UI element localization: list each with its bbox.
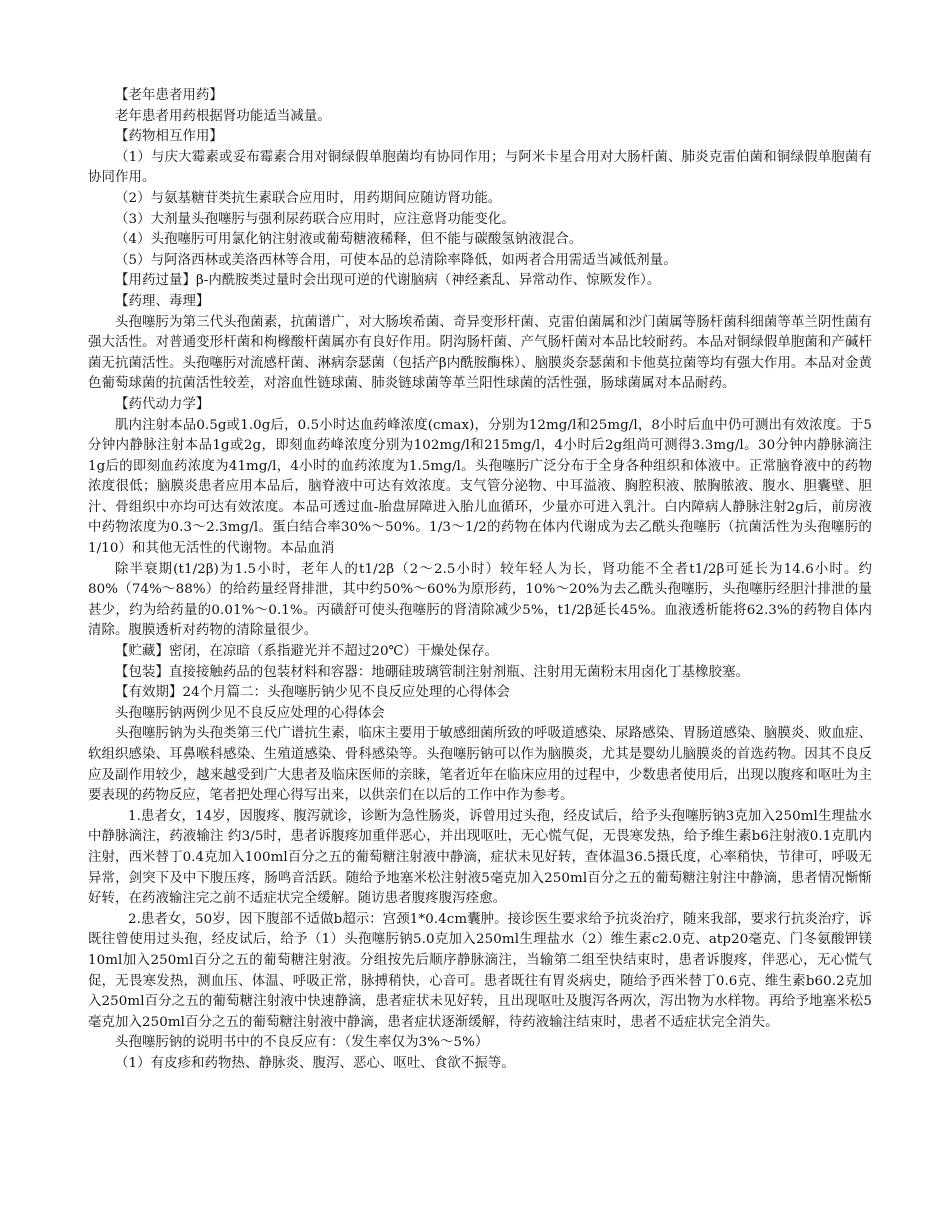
paragraph: （4）头孢噻肟可用氯化钠注射液或葡萄糖液稀释，但不能与碳酸氢钠液混合。 bbox=[115, 232, 583, 248]
paragraph: 【贮藏】密闭，在凉暗（系指避光并不超过20℃）干燥处保存。 bbox=[115, 644, 499, 660]
paragraph: 【药理、毒理】 bbox=[115, 293, 210, 309]
paragraph: 除半衰期(t1/2β)为1.5小时，老年人的t1/2β（2～2.5小时）较年轻人为长，肾功能不全者t1/2β可延长为14.6小时。约80%（74%～88%）的给药量经肾排泄，其中约50%～60%为原形药，10%～20%为去乙酰头孢噻肟，头孢噻肟经胆汁排泄的量甚少，约为给药量的0.01%～0.1%。丙磺舒可使头孢噻肟的肾清除减少5%，t1/2β延长45%。血液透析能将62.3%的药物自体内清除。腹膜透析对药物的清除量很少。 bbox=[88, 561, 872, 639]
paragraph: 【药物相互作用】 bbox=[115, 129, 223, 145]
paragraph: 【有效期】24个月篇二：头孢噻肟钠少见不良反应处理的心得体会 bbox=[115, 685, 510, 701]
paragraph: 1.患者女，14岁，因腹疼、腹泻就诊，诊断为急性肠炎，诉曾用过头孢，经皮试后，给予头孢噻肟钠3克加入250ml生理盐水中静脉滴注，药液输注 约3/5时，患者诉腹疼加重伴恶心，并出现呕吐，无心慌气促，无畏寒发热，给予维生素b6注射液0.1克肌内注射，西米替丁0.4克加入100ml百分之五的葡萄糖注射液中静滴，症状未见好转，查体温36.5摄氏度，心率稍快，节律可，呼吸无异常，剑突下及中下腹压疼，肠鸣音活跃。随给予地塞米松注射液5毫克加入250ml百分之五的葡萄糖注射注中静滴，患者情况惭惭好转，在药液输注完之前不适症状完全缓解。随访患者腹疼腹泻痊愈。 bbox=[88, 808, 872, 907]
paragraph: （2）与氨基糖苷类抗生素联合应用时，用药期间应随访肾功能。 bbox=[115, 190, 502, 206]
paragraph: 【老年患者用药】 bbox=[115, 88, 223, 103]
document-page bbox=[88, 86, 872, 1075]
paragraph: 肌内注射本品0.5g或1.0g后，0.5小时达血药峰浓度(cmax)，分别为12mg/l和25mg/l，8小时后血中仍可测出有效浓度。于5分钟内静脉注射本品1g或2g，即刻血药峰浓度分别为102mg/l和215mg/l，4小时后2g组尚可测得3.3mg/l。30分钟内静脉滴注1g后的即刻血药浓度为41mg/l，4小时的血药浓度为1.5mg/l。头孢噻肟广泛分布于全身各种组织和体液中。正常脑脊液中的药物浓度很低；脑膜炎患者应用本品后，脑脊液中可达有效浓度。支气管分泌物、中耳溢液、胸腔积液、脓胸脓液、腹水、胆囊壁、胆汁、骨组织中亦均可达有效浓度。本品可透过血-胎盘屏障进入胎儿血循环，少量亦可进入乳汁。白内障病人静脉注射2g后，前房液中药物浓度为0.3～2.3mg/l。蛋白结合率30%～50%。1/3～1/2的药物在体内代谢成为去乙酰头孢噻肟（抗菌活性为头孢噻肟的1/10）和其他无活性的代谢物。本品血消 bbox=[88, 417, 872, 557]
paragraph: 2.患者女，50岁，因下腹部不适做b超示：宫颈1*0.4cm囊肿。接诊医生要求给予抗炎治疗，随来我部，要求行抗炎治疗，诉既往曾使用过头孢，经皮试后，给予（1）头孢噻肟钠5.0克加入250ml生理盐水（2）维生素c2.0克、atp20毫克、门冬氨酸钾镁10ml加入250ml百分之五的葡萄糖注射液。分组按先后顺序静脉滴注，当输第二组至快结束时，患者诉腹疼，伴恶心，无心慌气促，无畏寒发热，测血压、体温、呼吸正常，脉搏稍快，心音可。患者既往有胃炎病史，随给予西米替丁0.6克、维生素b60.2克加入250ml百分之五的葡萄糖注射液中快速静滴，患者症状未见好转，且出现呕吐及腹泻各两次，泻出物为水样物。再给予地塞米松5毫克加入250ml百分之五的葡萄糖注射液中静滴，患者症状逐渐缓解，待药液输注结束时，患者不适症状完全消失。 bbox=[88, 911, 872, 1030]
paragraph: （1）与庆大霉素或妥布霉素合用对铜绿假单胞菌均有协同作用；与阿米卡星合用对大肠杆菌、肺炎克雷伯菌和铜绿假单胞菌有协同作用。 bbox=[88, 149, 872, 186]
paragraph: 【用药过量】β-内酰胺类过量时会出现可逆的代谢脑病（神经紊乱、异常动作、惊厥发作）。 bbox=[115, 273, 661, 289]
paragraph: 头孢噻肟为第三代头孢菌素，抗菌谱广，对大肠埃希菌、奇异变形杆菌、克雷伯菌属和沙门菌属等肠杆菌科细菌等革兰阴性菌有强大活性。对普通变形杆菌和枸橼酸杆菌属亦有良好作用。阴沟肠杆菌、产气肠杆菌对本品比较耐药。本品对铜绿假单胞菌和产碱杆菌无抗菌活性。头孢噻肟对流感杆菌、淋病奈瑟菌（包括产β内酰胺酶株）、脑膜炎奈瑟菌和卡他莫拉菌等均有强大作用。本品对金黄色葡萄球菌的抗菌活性较差，对溶血性链球菌、肺炎链球菌等革兰阳性球菌的活性强，肠球菌属对本品耐药。 bbox=[88, 314, 872, 392]
paragraph: （3）大剂量头孢噻肟与强利尿药联合应用时，应注意肾功能变化。 bbox=[115, 211, 515, 227]
paragraph: 【包装】直接接触药品的包装材料和容器：地硼硅玻璃管制注射剂瓶、注射用无菌粉末用卤化丁基橡胶塞。 bbox=[115, 664, 750, 680]
paragraph: 老年患者用药根据肾功能适当减量。 bbox=[115, 108, 331, 124]
paragraph: （5）与阿洛西林或美洛西林等合用，可使本品的总清除率降低，如两者合用需适当减低剂量。 bbox=[115, 252, 677, 268]
paragraph: 头孢噻肟钠两例少见不良反应处理的心得体会 bbox=[115, 705, 385, 721]
paragraph: 【药代动力学】 bbox=[115, 396, 210, 412]
paragraph: 头孢噻肟钠的说明书中的不良反应有：（发生率仅为3%～5%） bbox=[115, 1035, 489, 1051]
paragraph: （1）有皮疹和药物热、静脉炎、腹泻、恶心、呕吐、食欲不振等。 bbox=[115, 1055, 515, 1071]
paragraph: 头孢噻肟钠为头孢类第三代广谱抗生素，临床主要用于敏感细菌所致的呼吸道感染、尿路感染、胃肠道感染、脑膜炎、败血症、软组织感染、耳鼻喉科感染、生殖道感染、骨科感染等。头孢噻肟钠可以作为脑膜炎，尤其是婴幼儿脑膜炎的首选药物。因其不良反应及副作用较少，越来越受到广大患者及临床医师的亲睐，笔者近年在临床应用的过程中，少数患者使用后，出现以腹疼和呕吐为主要表现的药物反应，笔者把处理心得写出来，以供亲们在以后的工作中作为参考。 bbox=[88, 726, 872, 804]
